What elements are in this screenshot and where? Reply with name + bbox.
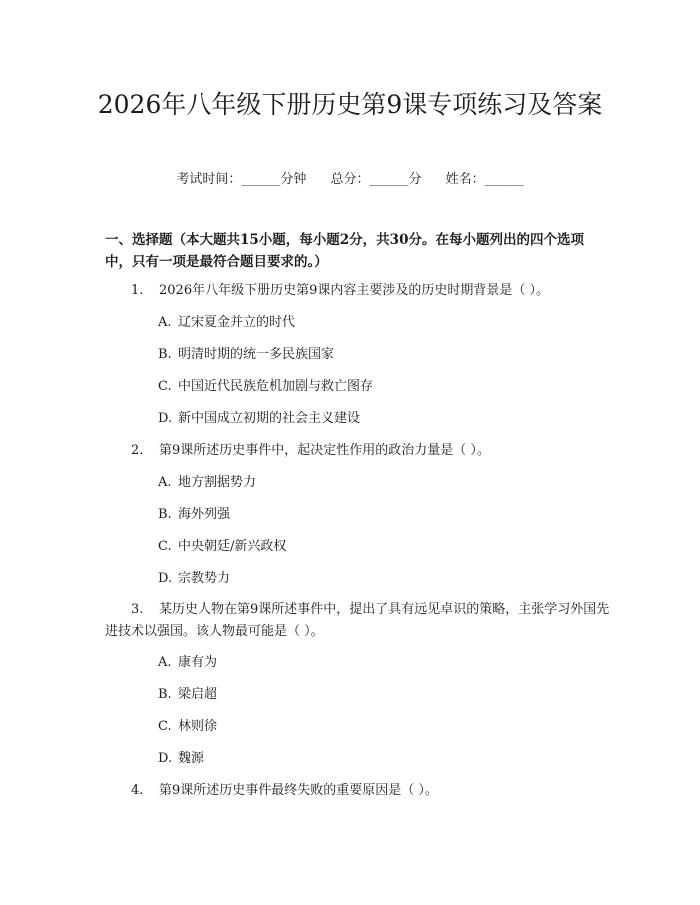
exam-info-line — [0, 168, 700, 187]
option-letter: C. — [158, 719, 172, 734]
option-text: 林则徐 — [178, 719, 218, 734]
question-number: 4. — [131, 783, 144, 798]
question-4 — [105, 780, 610, 802]
option-1b — [158, 345, 334, 365]
total-score-field: 总分：______分 — [330, 172, 422, 187]
option-letter: A. — [158, 475, 172, 490]
option-3a — [158, 653, 217, 673]
question-text: 某历史人物在第9课所述事件中，提出了具有远见卓识的策略，主张学习外国先进技术以强国。该人物最可能是（ ）。 — [105, 602, 610, 639]
question-3 — [105, 599, 610, 643]
option-letter: B. — [158, 687, 172, 702]
option-text: 魏源 — [178, 751, 205, 766]
option-3c — [158, 717, 217, 737]
option-1a — [158, 313, 295, 333]
option-letter: A. — [158, 655, 172, 670]
section-heading: 一、选择题（本大题共15小题，每小题2分，共30分。在每小题列出的四个选项中，只有一项是最符合题目要求的。） — [105, 232, 584, 270]
option-2d — [158, 569, 230, 589]
option-2a — [158, 473, 256, 493]
option-text: 地方割据势力 — [178, 475, 257, 490]
option-letter: B. — [158, 347, 172, 362]
question-stem — [105, 440, 610, 462]
option-text: 中央朝廷/新兴政权 — [178, 539, 287, 554]
student-name-field: 姓名：______ — [445, 172, 524, 187]
question-text: 第9课所述历史事件最终失败的重要原因是（ ）。 — [159, 783, 438, 798]
option-text: 中国近代民族危机加剧与救亡图存 — [178, 379, 374, 394]
document-title: 2026年八年级下册历史第9课专项练习及答案 — [97, 90, 603, 119]
option-letter: C. — [158, 539, 172, 554]
question-1 — [105, 280, 610, 302]
option-letter: D. — [158, 751, 173, 766]
option-text: 辽宋夏金并立的时代 — [178, 315, 296, 330]
question-text: 第9课所述历史事件中，起决定性作用的政治力量是（ ）。 — [159, 443, 490, 458]
option-text: 梁启超 — [178, 687, 218, 702]
option-2c — [158, 537, 286, 557]
question-number: 3. — [131, 602, 144, 617]
question-number: 1. — [131, 283, 144, 298]
question-stem — [105, 780, 610, 802]
option-1d — [158, 409, 360, 429]
question-stem — [105, 280, 610, 302]
option-letter: D. — [158, 411, 173, 426]
option-3d — [158, 749, 204, 769]
option-letter: B. — [158, 507, 172, 522]
question-text: 2026年八年级下册历史第9课内容主要涉及的历史时期背景是（ ）。 — [159, 283, 549, 298]
question-stem — [105, 599, 610, 643]
option-letter: A. — [158, 315, 172, 330]
option-text: 明清时期的统一多民族国家 — [178, 347, 335, 362]
option-3b — [158, 685, 217, 705]
option-letter: D. — [158, 571, 173, 586]
option-text: 海外列强 — [178, 507, 231, 522]
option-2b — [158, 505, 230, 525]
option-text: 新中国成立初期的社会主义建设 — [178, 411, 361, 426]
question-number: 2. — [131, 443, 144, 458]
option-text: 宗教势力 — [178, 571, 231, 586]
option-1c — [158, 377, 373, 397]
option-text: 康有为 — [178, 655, 218, 670]
question-2 — [105, 440, 610, 462]
exam-time-field: 考试时间：______分钟 — [176, 172, 307, 187]
option-letter: C. — [158, 379, 172, 394]
